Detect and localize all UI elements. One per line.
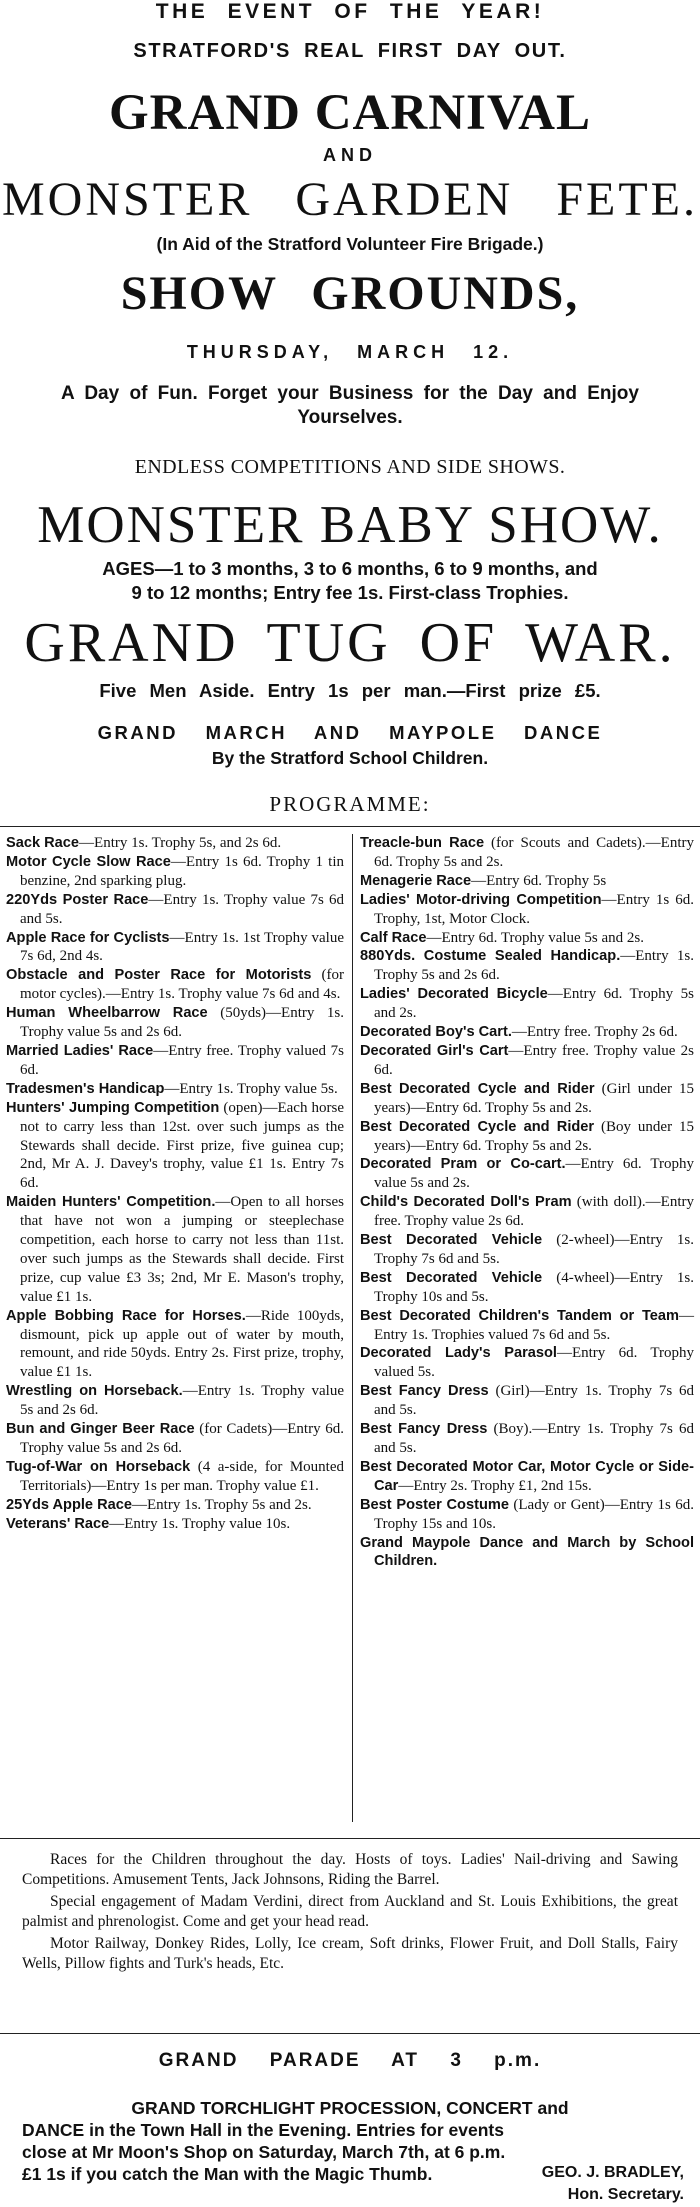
event-detail: —Entry free. Trophy valued 7s 6d.: [20, 1042, 345, 1078]
event-headline: THE EVENT OF THE YEAR!: [155, 0, 545, 23]
day-of-fun-line2: Yourselves.: [297, 407, 403, 428]
monster-fete-title: MONSTER GARDEN FETE.: [1, 173, 698, 226]
event-detail: —Entry free. Trophy value 2s 6d.: [374, 1042, 695, 1078]
programme-item: [360, 985, 694, 1023]
programme-item: [6, 1193, 344, 1306]
torchlight-line1: GRAND TORCHLIGHT PROCESSION, CONCERT and: [131, 2098, 569, 2118]
programme-item: [360, 1496, 694, 1534]
event-detail: —Entry 1s. Trophy 5s and 2s 6d.: [374, 948, 694, 984]
programme-item: [6, 834, 344, 853]
event-name: Decorated Pram or Co-cart.: [360, 1156, 566, 1173]
programme-item: [360, 1231, 694, 1269]
programme-item: [6, 1004, 344, 1042]
programme-item: [360, 947, 694, 985]
programme-item: [6, 1080, 344, 1099]
event-detail: —Entry 6d. Trophy 5s and 2s.: [374, 986, 694, 1022]
event-detail: (4 a-side, for Mounted Territorials)—Entry 1s per man. Trophy value £1.: [20, 1458, 344, 1494]
event-detail: —Entry 6d. Trophy value 5s and 2s.: [374, 1156, 694, 1192]
programme-item: [360, 1420, 694, 1458]
programme-item: [360, 891, 694, 929]
event-name: Human Wheelbarrow Race: [6, 1005, 208, 1022]
event-name: Decorated Boy's Cart.: [360, 1024, 512, 1041]
event-name: Best Poster Costume: [360, 1496, 509, 1513]
event-name: Married Ladies' Race: [6, 1042, 154, 1059]
programme-item: [360, 1382, 694, 1420]
event-name: Wrestling on Horseback.: [6, 1383, 183, 1400]
event-name: Maiden Hunters' Competition.: [6, 1194, 216, 1211]
event-name: Decorated Lady's Parasol: [360, 1345, 557, 1362]
event-detail: —Entry 1s. Trophies valued 7s 6d and 5s.: [374, 1307, 694, 1343]
event-detail: (Boy).—Entry 1s. Trophy 7s 6d and 5s.: [374, 1421, 694, 1456]
day-out-line: STRATFORD'S REAL FIRST DAY OUT.: [133, 40, 567, 62]
programme-item: [6, 1382, 344, 1420]
tug-of-war-detail: Five Men Aside. Entry 1s per man.—First prize £5.: [99, 680, 601, 701]
event-name: Hunters' Jumping Competition: [6, 1099, 220, 1116]
event-name: Menagerie Race: [360, 872, 472, 889]
programme-columns: [0, 834, 700, 1844]
programme-item: [360, 1269, 694, 1307]
grand-carnival-title: GRAND CARNIVAL: [108, 85, 591, 141]
madam-verdini-note: Special engagement of Madam Verdini, direct from Auckland and St. Louis Exhibitions, the great palmist and phrenologist. Come and get your head read.: [22, 1893, 678, 1930]
event-name: Best Fancy Dress: [360, 1383, 489, 1400]
programme-bottom-rule: [0, 1838, 700, 1839]
programme-item: [360, 1193, 694, 1231]
event-name: Best Decorated Children's Tandem or Team: [360, 1307, 679, 1324]
programme-top-rule: [0, 826, 700, 827]
event-detail: (for Scouts and Cadets).—Entry 6d. Trophy 5s and 2s.: [374, 835, 694, 870]
programme-item: [6, 891, 344, 929]
event-detail: (with doll).—Entry free. Trophy value 2s 6d.: [374, 1194, 694, 1230]
children-races-note: Races for the Children throughout the day. Hosts of toys. Ladies' Nail-driving and Sawing Competitions. Amusement Tents, Jack Johnsons, Riding the Barrel.: [22, 1851, 678, 1888]
event-detail: (Girl under 15 years)—Entry 6d. Trophy 5s and 2s.: [374, 1080, 695, 1116]
secretary-name: GEO. J. BRADLEY,: [541, 2164, 684, 2181]
event-name: Veterans' Race: [6, 1515, 110, 1532]
programme-item: [360, 1118, 694, 1156]
event-detail: (4-wheel)—Entry 1s. Trophy 10s and 5s.: [374, 1269, 695, 1305]
programme-item: [6, 1496, 344, 1515]
grand-parade-line: GRAND PARADE AT 3 p.m.: [158, 2050, 542, 2071]
programme-item: [6, 1099, 344, 1194]
grand-march-line: GRAND MARCH AND MAYPOLE DANCE: [97, 722, 603, 743]
programme-item: [360, 1307, 694, 1345]
event-detail: (Lady or Gent)—Entry 1s 6d. Trophy 15s and 10s.: [374, 1496, 694, 1532]
event-detail: —Entry free. Trophy 2s 6d.: [511, 1024, 678, 1041]
event-detail: (Boy under 15 years)—Entry 6d. Trophy 5s and 2s.: [374, 1118, 694, 1154]
school-children-line: By the Stratford School Children.: [211, 748, 489, 768]
event-detail: —Entry 1s. Trophy value 5s and 2s 6d.: [20, 1383, 344, 1419]
programme-item: [360, 1534, 694, 1572]
event-detail: —Ride 100yds, dismount, pick up apple out of water by mouth, remount, and ride 50yds. Entry 2s. First prize, trophy, value £1 1s.: [20, 1307, 344, 1381]
programme-item: [6, 966, 344, 1004]
event-detail: —Entry 6d. Trophy value 5s and 2s.: [426, 929, 645, 946]
programme-item: [360, 929, 694, 948]
event-detail: (for motor cycles).—Entry 1s. Trophy value 7s 6d and 4s.: [20, 967, 344, 1003]
programme-item: [360, 1023, 694, 1042]
programme-item: [6, 1307, 344, 1383]
event-name: Child's Decorated Doll's Pram: [360, 1194, 572, 1211]
programme-item: [360, 1344, 694, 1382]
event-name: Calf Race: [360, 929, 427, 946]
event-name: Best Decorated Motor Car, Motor Cycle or Side-Car: [360, 1458, 694, 1494]
event-detail: —Entry 6d. Trophy 5s: [471, 872, 607, 889]
event-name: Obstacle and Poster Race for Motorists: [6, 967, 312, 984]
event-detail: —Entry 1s. 1st Trophy value 7s 6d, 2nd 4s.: [20, 929, 344, 965]
programme-item: [360, 1458, 694, 1496]
event-name: Ladies' Motor-driving Competition: [360, 891, 602, 908]
event-name: Decorated Girl's Cart: [360, 1042, 509, 1059]
programme-right-column: [360, 834, 694, 1571]
programme-item: [360, 1042, 694, 1080]
event-detail: (50yds)—Entry 1s. Trophy value 5s and 2s 6d.: [20, 1005, 344, 1041]
event-name: Best Decorated Vehicle: [360, 1269, 543, 1286]
event-detail: (2-wheel)—Entry 1s. Trophy 7s 6d and 5s.: [374, 1232, 695, 1267]
event-name: Ladies' Decorated Bicycle: [360, 986, 548, 1003]
event-detail: —Entry 2s. Trophy £1, 2nd 15s.: [398, 1477, 592, 1494]
event-detail: —Entry 1s. Trophy value 10s.: [109, 1515, 291, 1532]
baby-show-ages-line1: AGES—1 to 3 months, 3 to 6 months, 6 to 9 months, and: [102, 558, 598, 579]
event-name: Motor Cycle Slow Race: [6, 853, 171, 870]
event-name: Tradesmen's Handicap: [6, 1080, 165, 1097]
programme-left-column: [6, 834, 344, 1534]
event-name: 220Yds Poster Race: [6, 891, 149, 908]
event-name: Apple Bobbing Race for Horses.: [6, 1307, 246, 1324]
torchlight-line2: DANCE in the Town Hall in the Evening. Entries for events: [22, 2120, 504, 2140]
event-name: Best Decorated Cycle and Rider: [360, 1080, 595, 1097]
event-name: Treacle-bun Race: [360, 835, 485, 851]
programme-item: [360, 834, 694, 872]
event-detail: —Entry 1s. Trophy 5s, and 2s 6d.: [79, 835, 282, 851]
event-name: Tug-of-War on Horseback: [6, 1458, 191, 1475]
programme-item: [6, 1458, 344, 1496]
event-name: Bun and Ginger Beer Race: [6, 1421, 195, 1438]
programme-item: [6, 1515, 344, 1534]
event-name: 25Yds Apple Race: [6, 1496, 132, 1513]
secretary-title: Hon. Secretary.: [567, 2186, 684, 2203]
event-name: Best Decorated Cycle and Rider: [360, 1118, 595, 1135]
column-divider: [352, 834, 353, 1822]
torchlight-line3: close at Mr Moon's Shop on Saturday, March 7th, at 6 p.m.: [22, 2142, 506, 2162]
aid-line: (In Aid of the Stratford Volunteer Fire Brigade.): [156, 234, 544, 254]
day-of-fun-line1: A Day of Fun. Forget your Business for the Day and Enjoy: [61, 383, 639, 404]
event-name: Apple Race for Cyclists: [6, 929, 170, 946]
event-detail: —Entry 1s 6d. Trophy 1 tin benzine, 2nd sparking plug.: [20, 853, 345, 889]
show-grounds-title: SHOW GROUNDS,: [120, 267, 580, 320]
event-detail: —Entry 1s. Trophy value 7s 6d and 5s.: [20, 891, 344, 927]
motor-railway-note: Motor Railway, Donkey Rides, Lolly, Ice cream, Soft drinks, Flower Fruit, and Doll Stalls, Fairy Wells, Pillow fights and Turk's heads, Etc.: [22, 1935, 678, 1972]
event-detail: —Entry 1s 6d. Trophy, 1st, Motor Clock.: [374, 891, 694, 927]
event-name: Sack Race: [6, 835, 80, 851]
programme-item: [360, 872, 694, 891]
event-detail: —Entry 1s. Trophy 5s and 2s.: [132, 1496, 312, 1513]
programme-heading: PROGRAMME:: [269, 792, 431, 816]
event-detail: —Open to all horses that have not won a jumping or steeplechase competition, each horse to carry not less than 11st. over such jumps as the Stewards shall decide. First prize, cup value £3 3s; 2nd, Mr E. Mason's trophy, value £1 1s.: [20, 1194, 344, 1305]
programme-item: [6, 929, 344, 967]
event-detail: —Entry 6d. Trophy valued 5s.: [374, 1345, 694, 1381]
event-detail: (Girl)—Entry 1s. Trophy 7s 6d and 5s.: [374, 1383, 694, 1419]
event-name: Best Fancy Dress: [360, 1421, 488, 1438]
baby-show-title: MONSTER BABY SHOW.: [37, 496, 663, 554]
event-detail: —Entry 1s. Trophy value 5s.: [164, 1080, 338, 1097]
baby-show-ages-line2: 9 to 12 months; Entry fee 1s. First-class Trophies.: [131, 582, 569, 603]
programme-item: [360, 1155, 694, 1193]
extra-attractions: [22, 1850, 678, 1976]
programme-item: [6, 1042, 344, 1080]
event-name: Grand Maypole Dance and March by School Children.: [360, 1534, 694, 1570]
event-detail: (open)—Each horse not to carry less than 12st. over such jumps as the Stewards shall decide. First prize, five guinea cup; 2nd, Mr A. J. Davey's trophy, value £1 1s. Entry 7s 6d.: [20, 1099, 344, 1192]
programme-item: [6, 1420, 344, 1458]
programme-item: [360, 1080, 694, 1118]
endless-competitions: ENDLESS COMPETITIONS AND SIDE SHOWS.: [134, 456, 566, 478]
tug-of-war-title: GRAND TUG OF WAR.: [24, 612, 676, 674]
event-name: 880Yds. Costume Sealed Handicap.: [360, 948, 621, 965]
programme-item: [6, 853, 344, 891]
event-name: Best Decorated Vehicle: [360, 1232, 543, 1249]
event-date: THURSDAY, MARCH 12.: [186, 342, 514, 362]
event-detail: (for Cadets)—Entry 6d. Trophy value 5s and 2s 6d.: [20, 1421, 344, 1456]
torchlight-line4: £1 1s if you catch the Man with the Magic Thumb.: [22, 2164, 433, 2184]
and-line: AND: [323, 145, 377, 165]
notes-bottom-rule: [0, 2033, 700, 2034]
